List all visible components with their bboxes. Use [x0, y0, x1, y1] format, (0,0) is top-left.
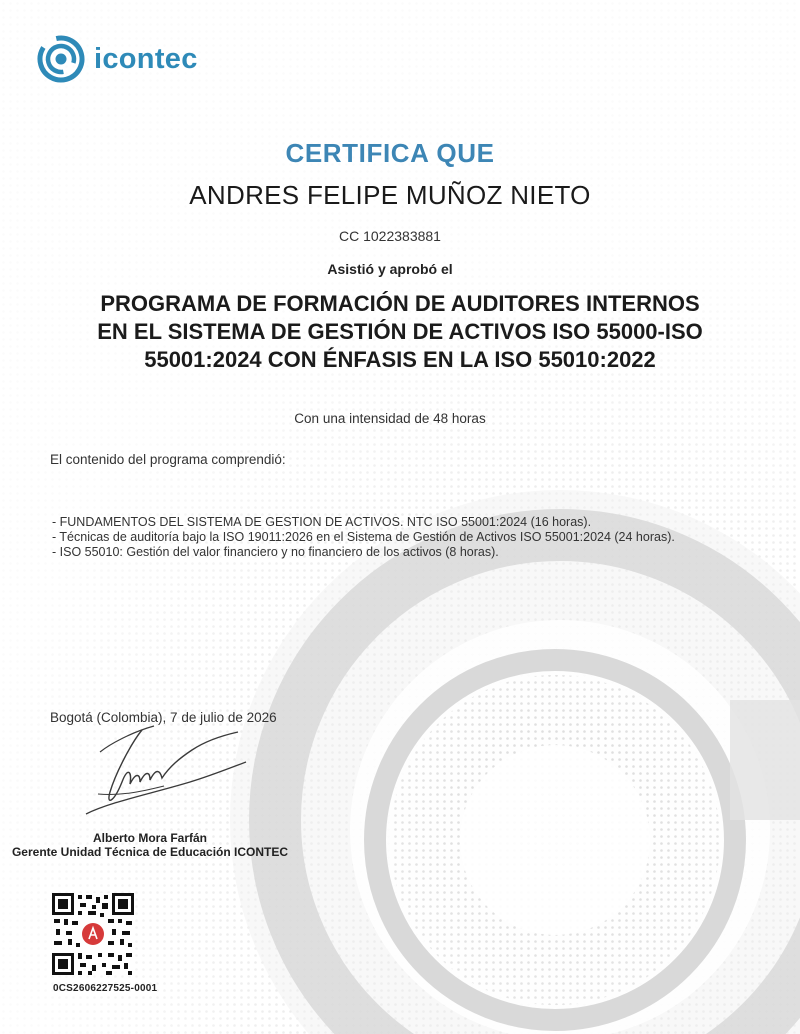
signer-name: Alberto Mora Farfán: [92, 831, 207, 845]
brand-name: icontec: [94, 42, 198, 75]
certificate-heading: CERTIFICA QUE: [285, 138, 495, 168]
content-item: - FUNDAMENTOS DEL SISTEMA DE GESTION DE ACTIVOS. NTC ISO 55001:2024 (16 horas).: [52, 515, 592, 529]
program-title-line: EN EL SISTEMA DE GESTIÓN DE ACTIVOS ISO 55000-ISO: [97, 319, 703, 344]
content-item: - Técnicas de auditoría bajo la ISO 19011:2026 en el Sistema de Gestión de Activos ISO 55001:2024 (24 horas).: [52, 530, 675, 544]
qr-code[interactable]: [52, 893, 134, 975]
program-title-line: PROGRAMA DE FORMACIÓN DE AUDITORES INTERNOS: [100, 291, 700, 316]
recipient-name: ANDRES FELIPE MUÑOZ NIETO: [189, 180, 591, 210]
signer-block: [0, 831, 300, 859]
content-intro: El contenido del programa comprendió:: [50, 452, 286, 467]
program-title: [30, 290, 770, 374]
place-date: Bogotá (Colombia), 7 de julio de 2026: [50, 710, 277, 725]
course-intensity: Con una intensidad de 48 horas: [294, 411, 486, 426]
signature: [80, 722, 250, 822]
attended-statement: Asistió y aprobó el: [327, 261, 453, 277]
icontec-logo: [36, 34, 198, 84]
program-title-line: 55001:2024 CON ÉNFASIS EN LA ISO 55010:2022: [144, 347, 656, 372]
content-list: [52, 515, 675, 560]
signer-title: Gerente Unidad Técnica de Educación ICONTEC: [11, 845, 289, 859]
icontec-logo-icon: [36, 34, 86, 84]
recipient-id: CC 1022383881: [339, 228, 441, 244]
verification-code: 0CS2606227525-0001: [53, 983, 158, 994]
content-item: - ISO 55010: Gestión del valor financiero y no financiero de los activos (8 horas).: [52, 545, 499, 559]
